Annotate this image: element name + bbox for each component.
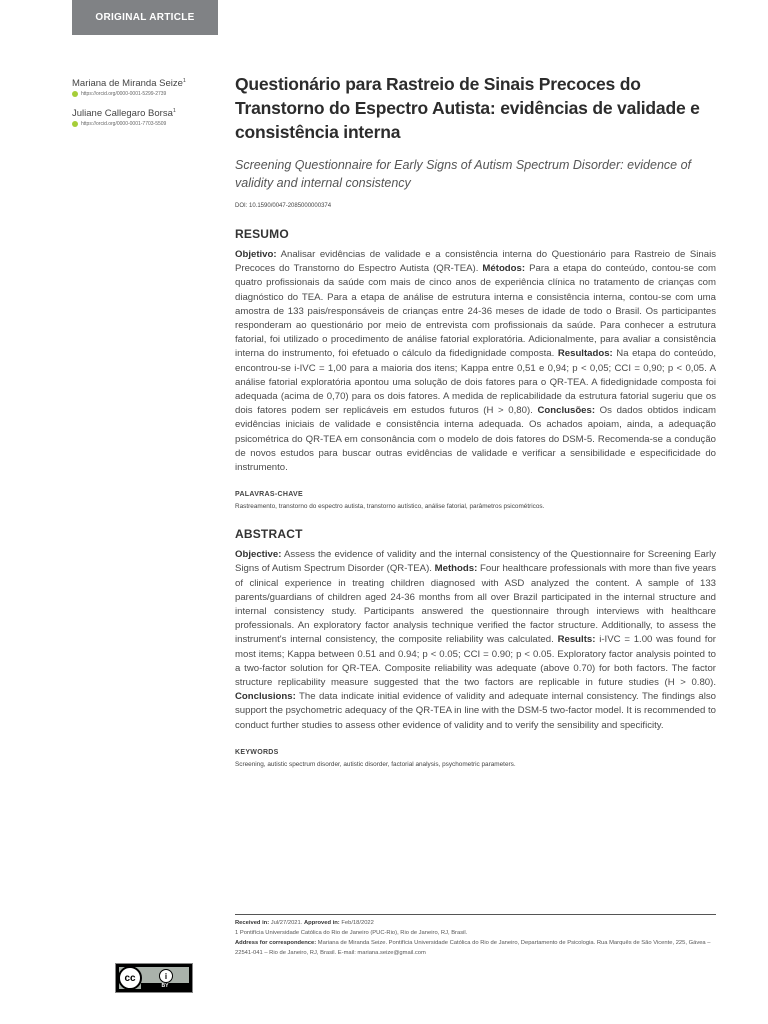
affiliation-line: 1 Pontifícia Universidade Católica do Rio de Janeiro (PUC-Rio), Rio de Janeiro, RJ, Brasil. [235,930,468,936]
keywords-heading: KEYWORDS [235,748,279,756]
attribution-icon: i [159,969,173,983]
cc-by-license-badge[interactable] [115,963,193,993]
cc-badge-body [119,967,189,989]
article-title: Questionário para Rastreio de Sinais Precoces do Transtorno do Espectro Autista: evidências de validade e consistência interna [235,74,700,142]
keywords-text: Screening, autistic spectrum disorder, autistic disorder, factorial analysis, psychometric parameters. [235,760,516,768]
correspondence-address: Address for correspondence: Mariana de Miranda Seize. Pontifícia Universidade Católica do Rio de Janeiro, Departamento de Psicologia. Rua Marquês de São Vicente, 225, Gávea – 22541-041 – Rio de Janeiro, RJ, Brasil. E-mail: mariana.seize@gmail.com [235,940,711,956]
abstract-heading: ABSTRACT [235,527,303,542]
author-entry [72,75,222,97]
doi[interactable]: DOI: 10.1590/0047-2085000000374 [235,203,332,209]
palavras-chave-heading: PALAVRAS-CHAVE [235,491,303,499]
cc-logo-icon: cc [118,966,142,990]
orcid-link[interactable] [72,121,222,127]
orcid-icon [72,91,78,97]
palavras-chave-text: Rastreamento, transtorno do espectro autista, transtorno autístico, análise fatorial, parâmetros psicométricos. [235,503,545,511]
resumo-heading: RESUMO [235,227,289,241]
author-entry [72,105,222,127]
article-footer [235,914,716,958]
orcid-url[interactable]: https://orcid.org/0000-0001-5299-2739 [81,91,167,98]
author-name: Mariana de Miranda Seize$^1$ [72,78,186,90]
abstract-text: Objective: Assess the evidence of validity and the internal consistency of the Questionnaire for Screening Early Signs of Autism Spectrum Disorder (QR-TEA). Methods: Four healthcare professionals with more than five years of clinical experience in treating children diagnosed with ASD analyzed the content. A sample of 133 parents/guardians of children aged 24-36 months from all over Brazil participated in the internal structure and internal consistency study. Participants answered the questionnaire through interviews with healthcare professionals. An exploratory factor analysis technique verified the factor structure. Additionally, to assess the instrument's internal consistency, the composite reliability was calculated. Results: i-IVC = 1.00 was found for most items; Kappa between 0.51 and 0.94; p < 0.05; CCI = 0.90; p < 0.05. Exploratory factor analysis pointed to a two-factor solution for QR-TEA. Composite reliability was adequate (above 0.70) for both factors. The factor structure replicability measure suggested that the two factors are replicable in future studies (H > 0.80). Conclusions: The data indicate initial evidence of validity and adequate internal consistency. The findings also support the psychometric adequacy of the QR-TEA in line with the DSM-5 two-factor model. It is recommended to conduct further studies to assess other evidence of validity and to verify the sensibility and specificity. [235,549,717,731]
orcid-link[interactable] [72,91,222,97]
article-subtitle: Screening Questionnaire for Early Signs of Autism Spectrum Disorder: evidence of validity and internal consistency [235,158,691,190]
orcid-icon [72,121,78,127]
orcid-url[interactable]: https://orcid.org/0000-0001-7703-5509 [81,121,167,128]
dates-line: Received in: Jul/27/2021. Approved in: Feb/18/2022 [235,920,374,926]
by-label: BY [141,983,189,989]
article-type-tag: ORIGINAL ARTICLE [72,0,218,35]
resumo-text: Objetivo: Analisar evidências de validade e a consistência interna do Questionário para Rastreio de Sinais Precoces do Transtorno do Espectro Autista (QR-TEA). Métodos: Para a etapa do conteúdo, contou-se com quatro profissionais da saúde com mais de cinco anos de experiência clínica no tratamento de crianças com diagnóstico do TEA. Para a etapa de análise de estrutura interna e consistência interna, contou-se com uma amostra de 133 pais/responsáveis de crianças entre 24-36 meses de idade de todo o Brasil. Os participantes responderam ao questionário por meio de entrevista com profissionais da saúde. Para conhecer a estrutura fatorial, foi utilizado o procedimento de análise fatorial exploratória. Adicionalmente, para avaliar a consistência interna do instrumento, foi efetuado o cálculo da fidedignidade composta. Resultados: Na etapa do conteúdo, encontrou-se i-IVC = 1,00 para a maioria dos itens; Kappa entre 0,51 e 0,94; p < 0,05; CCI = 0,90; p < 0,05. A análise fatorial exploratória apontou uma solução de dois fatores para o QR-TEA. A fidedignidade composta foi adequada (acima de 0,70) para os dois fatores. A medida de replicabilidade da estrutura fatorial sugeriu que os dois fatores podem ser replicáveis em estudos futuros (H > 0,80). Conclusões: Os dados obtidos indicam evidências iniciais de validade e consistência interna adequada. Os achados apoiam, ainda, a adequação psicométrica do QR-TEA em consonância com o modelo de dois fatores do DSM-5. Recomenda-se a condução de novos estudos para buscar outras evidências de validade e verificar a sensibilidade e especificidade do instrumento. [235,249,716,474]
author-list [72,75,222,135]
article-main [235,72,716,768]
author-name: Juliane Callegaro Borsa$^1$ [72,108,176,120]
